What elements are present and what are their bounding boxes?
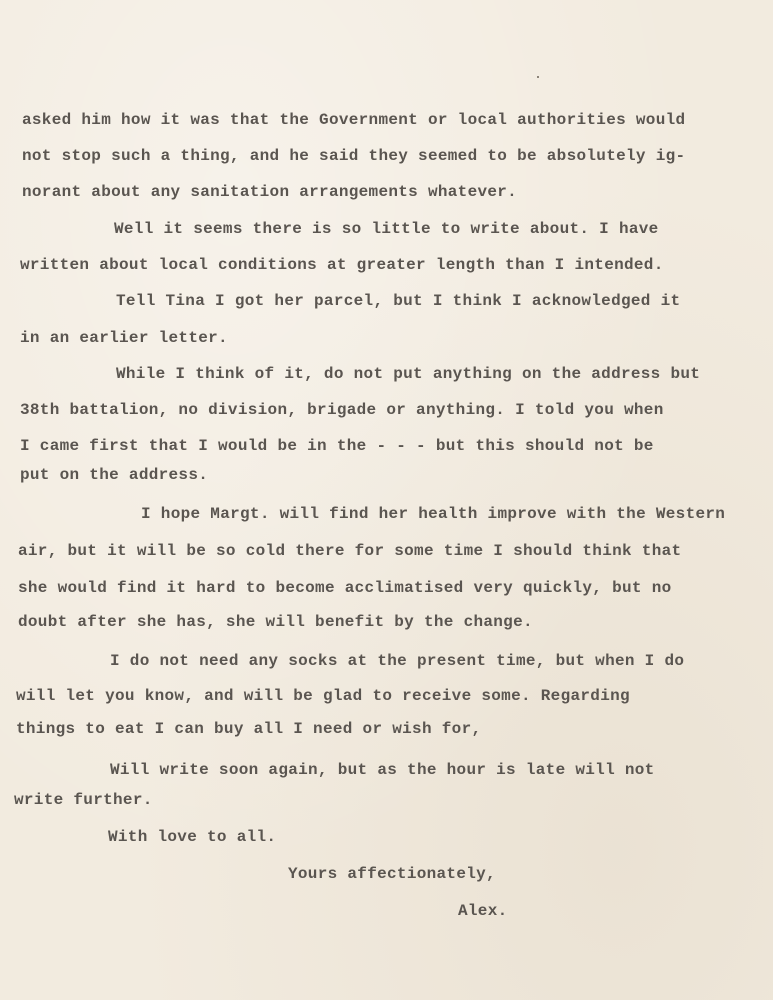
letter-line: in an earlier letter. — [20, 329, 228, 347]
letter-line: While I think of it, do not put anything on the address but — [116, 365, 701, 383]
letter-line: written about local conditions at greater length than I intended. — [20, 256, 664, 274]
letter-line: things to eat I can buy all I need or wish for, — [16, 720, 482, 738]
letter-line: norant about any sanitation arrangements whatever. — [22, 183, 518, 201]
letter-signature: Alex. — [458, 902, 508, 920]
letter-closing: Yours affectionately, — [288, 865, 496, 883]
letter-line: not stop such a thing, and he said they seemed to be absolutely ig- — [22, 147, 686, 165]
letter-line: air, but it will be so cold there for some time I should think that — [18, 542, 682, 560]
letter-line: write further. — [14, 791, 153, 809]
letter-line: I do not need any socks at the present time, but when I do — [110, 652, 685, 670]
letter-line: I hope Margt. will find her health improve with the Western — [141, 505, 726, 523]
letter-line: asked him how it was that the Government or local authorities would — [22, 111, 686, 129]
letter-line: doubt after she has, she will benefit by the change. — [18, 613, 533, 631]
letter-line: she would find it hard to become acclimatised very quickly, but no — [18, 579, 672, 597]
letter-line: will let you know, and will be glad to receive some. Regarding — [16, 687, 630, 705]
letter-line: 38th battalion, no division, brigade or anything. I told you when — [20, 401, 664, 419]
letter-line: Will write soon again, but as the hour is late will not — [110, 761, 655, 779]
letter-line: I came first that I would be in the - - - but this should not be — [20, 437, 654, 455]
letter-line: With love to all. — [108, 828, 277, 846]
letter-line: put on the address. — [20, 466, 209, 484]
letter-line: Tell Tina I got her parcel, but I think I acknowledged it — [116, 292, 681, 310]
paper-speck — [537, 76, 539, 78]
letter-line: Well it seems there is so little to write about. I have — [114, 220, 659, 238]
